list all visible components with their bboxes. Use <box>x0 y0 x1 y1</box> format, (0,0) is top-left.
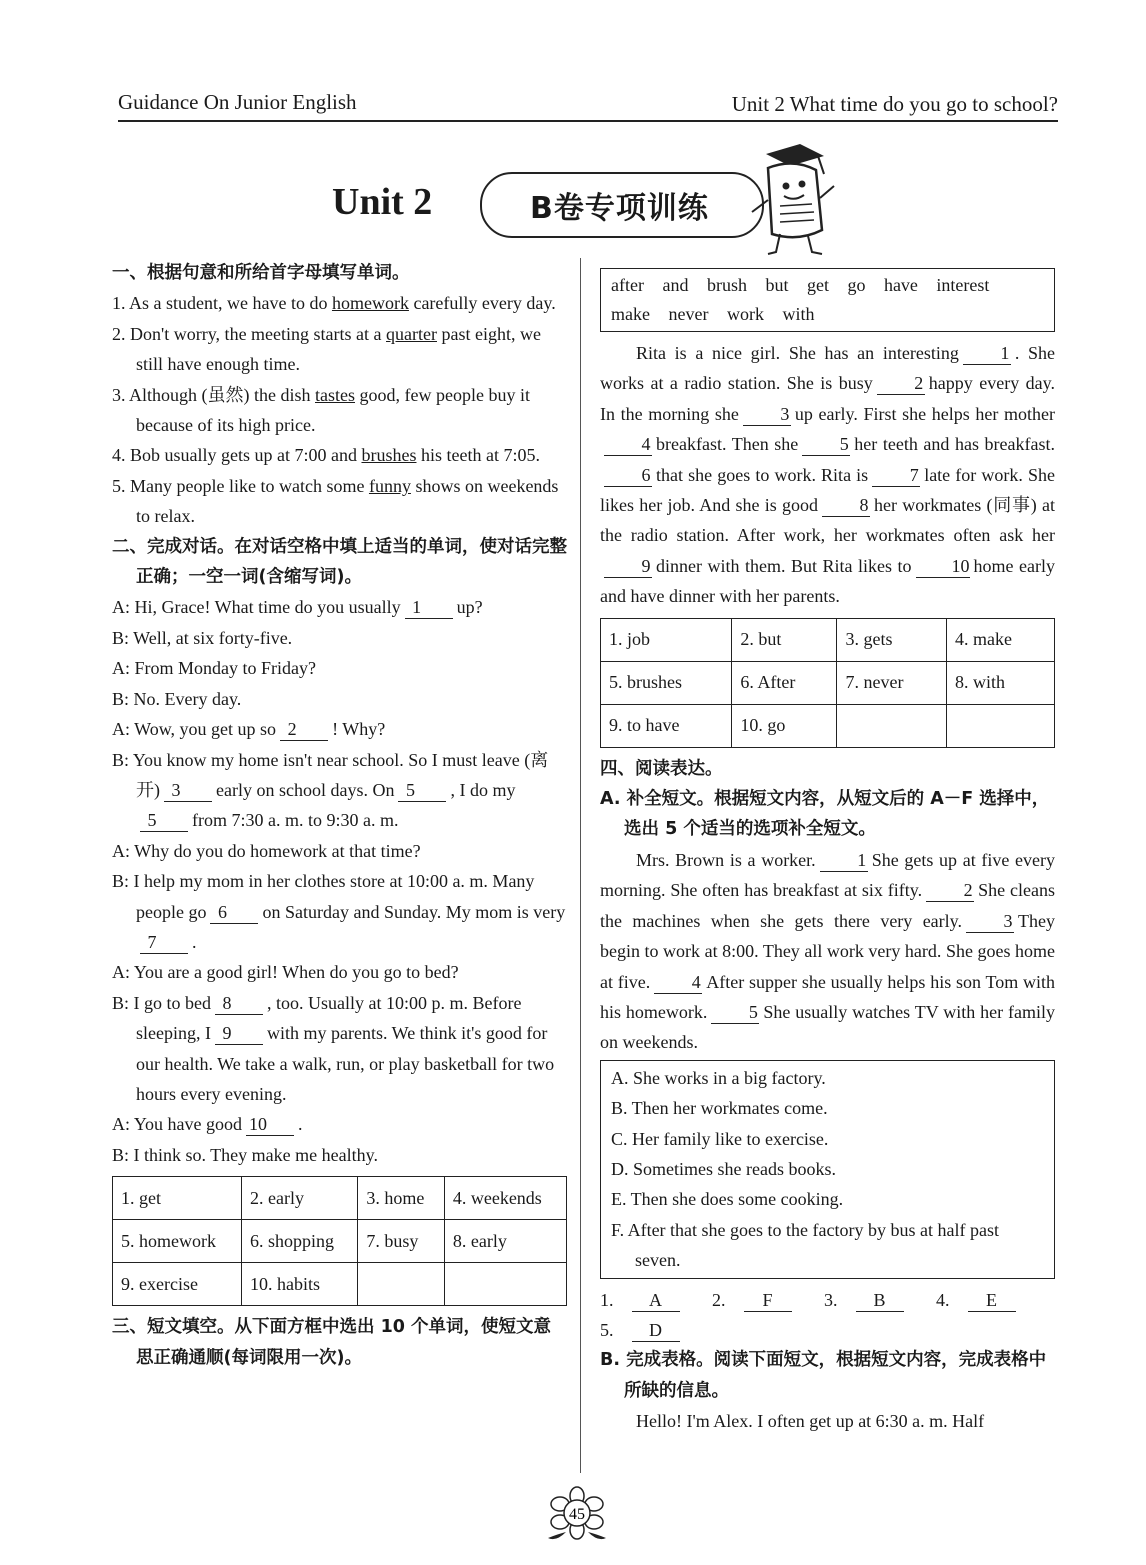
answer-word: tastes <box>315 384 355 405</box>
banner-text: B卷专项训练 <box>530 191 709 226</box>
blank: 9 <box>604 555 652 578</box>
blank: 5 <box>140 809 188 832</box>
options-box <box>600 1060 1055 1279</box>
answer-item: 3. B <box>824 1290 918 1310</box>
word-bank-line: make never work with <box>611 304 815 324</box>
table-row <box>113 1177 567 1220</box>
blank: 6 <box>210 901 258 924</box>
answer-word: brushes <box>361 445 417 466</box>
table-cell: 6. After <box>732 661 837 704</box>
question: 4. Bob usually gets up at 7:00 and brushes his teeth at 7:05. <box>112 445 540 466</box>
table-cell <box>837 704 946 747</box>
section1-heading: 一、根据句意和所给首字母填写单词。 <box>112 263 410 283</box>
blank: 7 <box>140 931 188 954</box>
table-cell: 4. weekends <box>444 1177 566 1220</box>
left-column <box>112 258 567 1373</box>
running-header <box>118 88 1058 122</box>
table-cell: 10. habits <box>242 1263 358 1306</box>
word-bank-line: after and brush but get go have interest <box>611 275 990 295</box>
blank: 5 <box>802 433 850 456</box>
question: 2. Don't worry, the meeting starts at a quarter past eight, we still have enough time. <box>112 323 541 375</box>
part-b-heading: B. 完成表格。阅读下面短文，根据短文内容，完成表格中所缺的信息。 <box>600 1350 1047 1401</box>
question: 3. Although (虽然) the dish tastes good, few people buy it because of its high price. <box>112 384 530 436</box>
blank: 10 <box>246 1113 294 1136</box>
section4-heading: 四、阅读表达。 <box>600 758 723 779</box>
dialogue-line: A: You are a good girl! When do you go to bed? <box>112 962 459 983</box>
page-number-badge <box>542 1486 612 1546</box>
option-item: B. Then her workmates come. <box>611 1098 828 1119</box>
answer-word: funny <box>368 475 411 496</box>
blank: 2 <box>926 879 974 902</box>
blank: 3 <box>743 403 791 426</box>
dialogue-line: B: No. Every day. <box>112 688 242 709</box>
option-item: D. Sometimes she reads books. <box>611 1158 836 1179</box>
table-cell: 7. busy <box>358 1220 444 1263</box>
dialogue-line: A: Why do you do homework at that time? <box>112 840 421 861</box>
option-item: E. Then she does some cooking. <box>611 1189 844 1210</box>
blank: 1 <box>963 342 1011 365</box>
unit-title: Unit 2 What time do you go to school? <box>731 92 1058 116</box>
right-column <box>600 266 1055 1437</box>
table-cell: 7. never <box>837 661 946 704</box>
table-cell <box>358 1263 444 1306</box>
dialogue-line: B: You know my home isn't near school. So I must leave (离开) 3 early on school days. On 5 , I do my5 from 7:30 a. m. to 9:30 a. m. <box>112 749 549 831</box>
dialogue-line: A: Hi, Grace! What time do you usually 1 up? <box>112 597 483 618</box>
answer-row <box>600 1285 1055 1346</box>
table-cell: 6. shopping <box>242 1220 358 1263</box>
blank: 4 <box>654 971 702 994</box>
table-cell: 4. make <box>946 618 1054 661</box>
table-cell: 9. to have <box>601 704 732 747</box>
page-number: 45 <box>569 1506 585 1523</box>
table-cell: 2. but <box>732 618 837 661</box>
blank: 3 <box>164 779 212 802</box>
blank: 9 <box>215 1022 263 1045</box>
dialogue-line: A: Wow, you get up so 2 ! Why? <box>112 719 386 740</box>
dialogue-line: B: I help my mom in her clothes store at 10:00 a. m. Many people go 6 on Saturday and Sunday. My mom is very7 . <box>112 871 566 952</box>
table-row <box>601 661 1055 704</box>
table-cell: 3. home <box>358 1177 444 1220</box>
question: 1. As a student, we have to do homework carefully every day. <box>112 293 556 314</box>
blank: 3 <box>966 910 1014 933</box>
option-item: C. Her family like to exercise. <box>611 1128 829 1149</box>
blank: 5 <box>398 779 446 802</box>
table-cell: 2. early <box>242 1177 358 1220</box>
question: 5. Many people like to watch some funny shows on weekends to relax. <box>112 475 559 527</box>
table-row <box>113 1220 567 1263</box>
part-a-heading: A. 补全短文。根据短文内容，从短文后的 A－F 选择中，选出 5 个适当的选项补全短文。 <box>600 789 1050 840</box>
book-title: Guidance On Junior English <box>118 90 357 114</box>
table-cell: 3. gets <box>837 618 946 661</box>
section2-heading: 二、完成对话。在对话空格中填上适当的单词，使对话完整正确；一空一词(含缩写词)。 <box>112 536 567 588</box>
answer-item: 5. D <box>600 1320 694 1340</box>
blank: 6 <box>604 464 652 487</box>
cloze-passage: Rita is a nice girl. She has an interesting 1 . She works at a radio station. She is busy 2 happy every day. In the morning she 3 up early. First she helps her mother4 breakfast. Then she 5 her teeth and has breakfast.6 that she goes to work. Rita is 7 late for work. She likes her job. And she is good 8 her workmates (同事) at the radio station. After work, her workmates often ask her9 dinner with them. But Rita likes to 10 home early and have dinner with her parents. <box>600 343 1056 607</box>
blank: 2 <box>280 718 328 741</box>
blank: 10 <box>916 555 970 578</box>
table-cell <box>946 704 1054 747</box>
option-item: A. She works in a big factory. <box>611 1067 826 1088</box>
column-divider <box>580 258 581 1473</box>
dialogue-line: B: Well, at six forty-five. <box>112 627 293 648</box>
dialogue-line: B: I think so. They make me healthy. <box>112 1144 378 1165</box>
blank: 8 <box>822 494 870 517</box>
blank: 2 <box>877 372 925 395</box>
section3-answer-table <box>600 618 1055 748</box>
table-cell: 1. job <box>601 618 732 661</box>
table-cell: 5. homework <box>113 1220 242 1263</box>
blank: 1 <box>820 849 868 872</box>
blank: 7 <box>872 464 920 487</box>
answer-word: quarter <box>386 323 437 344</box>
table-cell: 1. get <box>113 1177 242 1220</box>
page-title: Unit 2 <box>332 181 433 223</box>
section2-answer-table <box>112 1176 567 1306</box>
word-bank <box>600 268 1055 332</box>
answer-item: 4. E <box>936 1290 1030 1310</box>
mascot-icon <box>738 138 838 260</box>
table-cell <box>444 1263 566 1306</box>
answer-item: 1. A <box>600 1290 694 1310</box>
table-row <box>601 704 1055 747</box>
answer-word: homework <box>331 293 409 314</box>
blank: 4 <box>604 433 652 456</box>
table-cell: 8. early <box>444 1220 566 1263</box>
dialogue-line: A: You have good 10 . <box>112 1114 303 1135</box>
part-b-passage: Hello! I'm Alex. I often get up at 6:30 a. m. Half <box>636 1411 985 1432</box>
option-item: F. After that she goes to the factory by bus at half past seven. <box>611 1219 999 1271</box>
table-cell: 8. with <box>946 661 1054 704</box>
table-row <box>113 1263 567 1306</box>
dialogue-line: A: From Monday to Friday? <box>112 658 316 679</box>
dialogue-line: B: I go to bed 8 , too. Usually at 10:00 p. m. Before sleeping, I 9 with my parents. We think it's good for our health. We take a walk, run, or play basketball for two hours every evening. <box>112 992 555 1104</box>
table-cell: 9. exercise <box>113 1263 242 1306</box>
reading-passage: Mrs. Brown is a worker. 1 She gets up at five every morning. She often has breakfast at six fifty. 2 She cleans the machines when she gets there very early. 3 They begin to work at 8:00. They all work very hard. She goes home at five. 4 After supper she usually helps his son Tom with his homework. 5 She usually watches TV with her family on weekends. <box>600 849 1055 1053</box>
blank: 5 <box>711 1001 759 1024</box>
table-cell: 10. go <box>732 704 837 747</box>
blank: 1 <box>405 596 453 619</box>
answer-item: 2. F <box>712 1290 806 1310</box>
blank: 8 <box>215 992 263 1015</box>
table-cell: 5. brushes <box>601 661 732 704</box>
title-banner <box>480 172 764 238</box>
table-row <box>601 618 1055 661</box>
section3-heading: 三、短文填空。从下面方框中选出 10 个单词，使短文意思正确通顺(每词限用一次)。 <box>112 1317 552 1368</box>
